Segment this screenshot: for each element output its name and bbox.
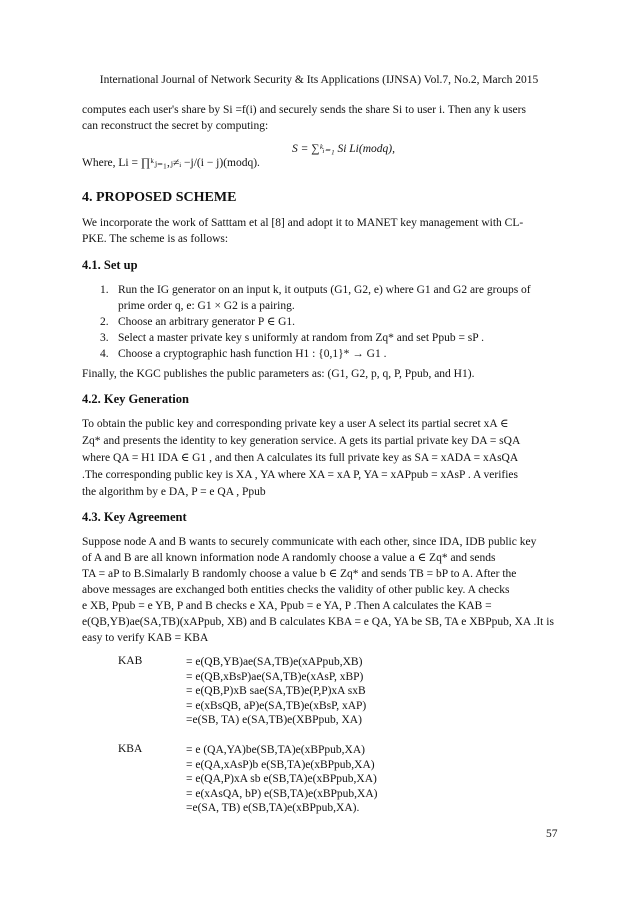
keyagree-line: TA = aP to B.Simalarly B randomly choose a value b ∈ Zq* and sends TB = bP to A. After the [82, 568, 517, 580]
setup-item: Select a master private key s uniformly at random from Zq* and set Ppub = sP . [118, 332, 484, 344]
kba-step: = e(QA,xAsP)b e(SB,TA)e(xBPpub,XA) [186, 758, 375, 771]
setup-finally: Finally, the KGC publishes the public parameters as: (G1, G2, p, q, P, Ppub, and H1). [82, 368, 475, 380]
keyagree-line: of A and B are all known information node A randomly choose a value a ∈ Zq* and sends [82, 552, 496, 564]
kab-derivation [186, 655, 366, 728]
setup-item: prime order q, e: G1 × G2 is a pairing. [118, 300, 295, 312]
intro-line-1: computes each user's share by Si =f(i) and securely sends the share Si to user i. Then any k users [82, 104, 526, 116]
intro-line-2: can reconstruct the secret by computing: [82, 120, 269, 132]
setup-item: Choose a cryptographic hash function H1 : {0,1}* → G1 . [118, 348, 387, 360]
keyagree-body [82, 534, 562, 646]
keygen-body [82, 416, 562, 501]
keygen-line: the algorithm by e DA, P = e QA , Ppub [82, 486, 266, 498]
setup-item: Choose an arbitrary generator P ∈ G1. [118, 316, 296, 328]
kab-step: =e(SB, TA) e(SA,TB)e(XBPpub, XA) [186, 714, 362, 726]
setup-title: 4.1. Set up [82, 258, 138, 272]
journal-header: International Journal of Network Security & Its Applications (IJNSA) Vol.7, No.2, March 2015 [99, 74, 539, 86]
setup-item: Run the IG generator on an input k, it outputs (G1, G2, e) where G1 and G2 are groups of [118, 284, 531, 296]
kab-step: = e(QB,YB)ae(SA,TB)e(xAPpub,XB) [186, 656, 363, 668]
keygen-line: Zq* and presents the identity to key generation service. A gets its partial private key DA = sQA [82, 435, 521, 447]
keyagree-title: 4.3. Key Agreement [82, 510, 187, 524]
page-number: 57 [546, 828, 558, 840]
secret-formula: S = ∑ᵏᵢ₌₁ Si Li(modq), [292, 143, 395, 155]
section-4-para-1: We incorporate the work of Satttam et al [8] and adopt it to MANET key management with CL- [82, 217, 524, 229]
keyagree-line: e XB, Ppub = e YB, P and B checks e XA, Ppub = e YA, P .Then A calculates the KAB = [82, 600, 492, 612]
keygen-line: where QA = H1 IDA ∈ G1 , and then A calculates its full private key as SA = xADA = xAsQA [82, 452, 519, 464]
kab-step: = e(QB,xBsP)ae(SA,TB)e(xAsP, xBP) [186, 670, 364, 683]
lagrange-where: Where, Li = ∏ᵏⱼ₌₁,ⱼ≠ᵢ −j/(i − j)(modq). [82, 157, 260, 169]
keyagree-line: easy to verify KAB = KBA [82, 632, 209, 644]
keygen-line: .The corresponding public key is XA , YA where XA = xA P, YA = xAPpub = xAsP . A verifies [82, 469, 518, 481]
keyagree-line: above messages are exchanged both entities checks the validity of other public key. A checks [82, 584, 510, 596]
kba-derivation [186, 743, 377, 816]
keygen-line: To obtain the public key and corresponding private key a user A select its partial secret xA ∈ [82, 418, 509, 430]
kba-step: = e(QA,P)xA sb e(SB,TA)e(xBPpub,XA) [186, 773, 377, 785]
keyagree-line: Suppose node A and B wants to securely communicate with each other, since IDA, IDB public key [82, 536, 537, 548]
kab-step: = e(xBsQB, aP)e(SA,TB)e(xBsP, xAP) [186, 699, 367, 712]
kba-label: KBA [118, 743, 143, 755]
keygen-title: 4.2. Key Generation [82, 392, 189, 406]
kab-step: = e(QB,P)xB sae(SA,TB)e(P,P)xA sxB [186, 685, 366, 697]
kba-step: = e(xAsQA, bP) e(SB,TA)e(xBPpub,XA) [186, 787, 378, 800]
kab-label: KAB [118, 655, 143, 667]
keyagree-line: e(QB,YB)ae(SA,TB)(xAPpub, XB) and B calculates KBA = e QA, YA be SB, TA e XBPpub, XA .It is [82, 616, 554, 628]
kba-step: = e (QA,YA)be(SB,TA)e(xBPpub,XA) [186, 744, 365, 756]
kba-step: =e(SA, TB) e(SB,TA)e(xBPpub,XA). [186, 802, 360, 814]
section-4-para-2: PKE. The scheme is as follows: [82, 233, 229, 245]
setup-list: 1. Run the IG generator on an input k, it outputs (G1, G2, e) where G1 and G2 are groups of prime order q, e: G1 × G2 is a pairing. 2. Choose an arbitrary generator P ∈ G1. 3. Select a master private key s uniformly at random from Zq* and set Ppub = sP . 4. Choose a cryptographic hash function H1 : {0,1}* → G1 . [100, 282, 565, 362]
section-4-title: 4. PROPOSED SCHEME [82, 190, 237, 205]
